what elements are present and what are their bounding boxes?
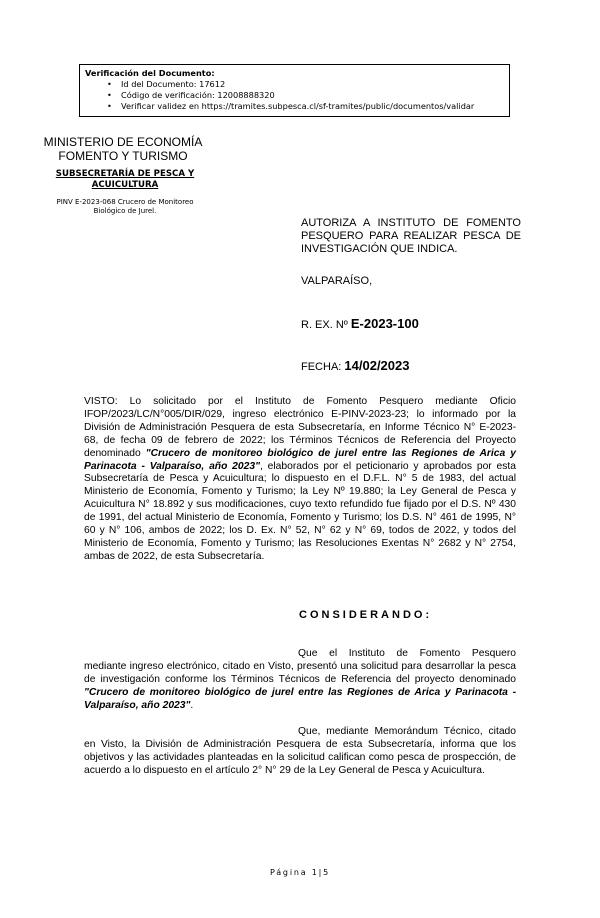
date-value: 14/02/2023 xyxy=(344,358,410,373)
pinv-line-1: PINV E-2023-068 Crucero de Monitoreo xyxy=(56,198,194,206)
p1-text-2: . xyxy=(190,699,194,711)
resolution-label: R. EX. Nº xyxy=(301,319,348,331)
page-number: Página 1|5 xyxy=(269,868,331,877)
pinv-line-2: Biológico de Jurel. xyxy=(93,207,157,215)
visto-text-2: , elaborados por el peticionario y aprobados por esta Subsecretaría de Pesca y Acuicultura; lo dispuesto en el D.F.L. N° 5 de 1983, del actual Ministerio de Economía, Fomento y Turismo; la Ley Nº 19.880; la Ley General de Pesca y Acuicultura N° 18.892 y sus modificaciones, cuyo texto refundido fue fijado por el D.S. Nº 430 de 1991, del actual Ministerio de Economía, Fomento y Turismo; los D.S. N° 461 de 1995, N° 60 y N° 106, ambos de 2022; los D. Ex. N° 52, N° 62 y N° 69, todos de 2022, y todos del Ministerio de Economía, Fomento y Turismo; las Resoluciones Exentas N° 2682 y N° 2754, ambas de 2022, de esta Subsecretaría. xyxy=(84,460,516,562)
verification-url[interactable]: • Verificar validez en https://tramites.subpesca.cl/sf-tramites/public/documentos/validar xyxy=(121,101,504,112)
verification-box xyxy=(79,64,510,117)
ministry-line-2: FOMENTO Y TURISMO xyxy=(58,149,188,163)
document-subject: AUTORIZA A INSTITUTO DE FOMENTO PESQUERO PARA REALIZAR PESCA DE INVESTIGACIÓN QUE INDICA. xyxy=(301,217,521,255)
document-date xyxy=(301,358,409,373)
resolution-value: E-2023-100 xyxy=(350,316,419,331)
visto-text-1: VISTO: Lo solicitado por el Instituto de Fomento Pesquero mediante Oficio IFOP/2023/LC/N°005/DIR/029, ingreso electrónico E-PINV-2023-23; lo informado por la División de Administración Pesquera de esta Subsecretaría, en Informe Técnico N° E-2023-68, de fecha 09 de febrero de 2022; los Términos Técnicos de Referencia del Proyecto denominado xyxy=(84,396,516,459)
p2-text: Que, mediante Memorándum Técnico, citado en Visto, la División de Administración Pesquera de esta Subsecretaría, informa que los objetivos y las actividades planteadas en la solicitud califican como pesca de prospección, de acuerdo a lo dispuesto en el artículo 2° N° 29 de la Ley General de Pesca y Acuicultura. xyxy=(84,726,516,776)
verification-list xyxy=(85,79,504,112)
date-label: FECHA: xyxy=(301,361,342,373)
considerando-heading: CONSIDERANDO: xyxy=(299,609,433,621)
visto-paragraph xyxy=(84,396,516,564)
subsecretaria-name xyxy=(40,169,210,191)
document-id: • Id del Documento: 17612 xyxy=(121,79,504,90)
p1-text-1: Que el Instituto de Fomento Pesquero mediante ingreso electrónico, citado en Visto, presentó una solicitud para desarrollar la pesca de investigación conforme los Términos Técnicos de Referencia del proyecto denominado xyxy=(84,648,516,685)
resolution-number xyxy=(301,316,419,331)
verification-title: Verificación del Documento: xyxy=(85,68,215,78)
ministry-name xyxy=(18,135,228,163)
visto-project-name: "Crucero de monitoreo biológico de jurel entre las Regiones de Arica y Parinacota - Valparaíso, año 2023" xyxy=(84,447,516,472)
ministry-line-1: MINISTERIO DE ECONOMÍA xyxy=(43,135,203,149)
p1-project-name: "Crucero de monitoreo biológico de jurel entre las Regiones de Arica y Parinacota - Valparaíso, año 2023" xyxy=(84,686,516,711)
verification-code: • Código de verificación: 12008888320 xyxy=(121,90,504,101)
subsecretaria-line-2: ACUICULTURA xyxy=(91,180,159,190)
document-city: VALPARAÍSO, xyxy=(301,275,373,287)
considerando-paragraph-1 xyxy=(84,648,516,713)
considerando-paragraph-2 xyxy=(84,726,516,778)
pinv-reference xyxy=(40,198,210,216)
subsecretaria-line-1: SUBSECRETARÍA DE PESCA Y xyxy=(55,169,195,179)
